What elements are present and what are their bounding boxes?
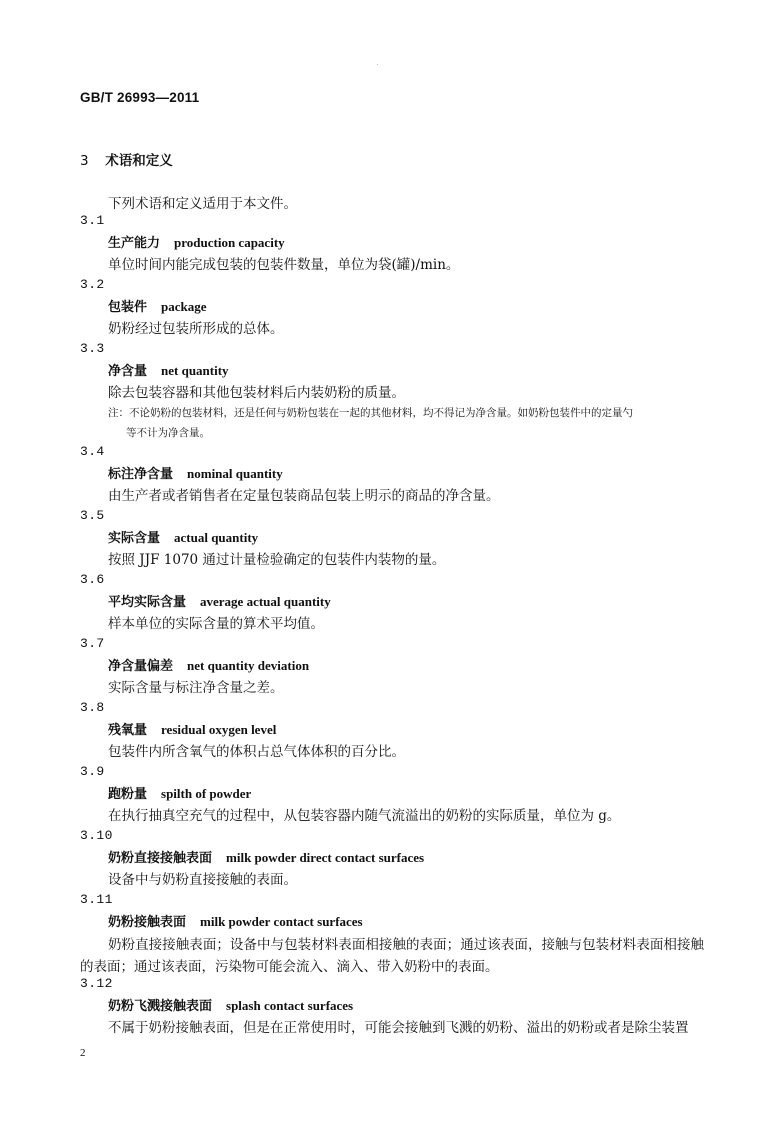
term-entry-3-9 xyxy=(80,764,704,826)
term-zh: 跑粉量 xyxy=(108,787,148,802)
term-zh: 包装件 xyxy=(108,300,148,315)
term-entry-3-4 xyxy=(80,444,704,506)
entry-term xyxy=(108,850,704,866)
term-entry-3-7 xyxy=(80,636,704,698)
entry-definition: 奶粉经过包装所形成的总体。 xyxy=(108,321,284,337)
section-number: 3 xyxy=(80,153,89,169)
term-zh: 残氧量 xyxy=(108,723,148,738)
entry-definition: 在执行抽真空充气的过程中，从包装容器内随气流溢出的奶粉的实际质量，单位为 g。 xyxy=(108,808,621,824)
term-entry-3-10 xyxy=(80,828,704,890)
entry-number: 3.9 xyxy=(80,764,105,779)
entry-number: 3.2 xyxy=(80,277,105,292)
entry-term xyxy=(108,658,704,674)
term-en: splash contact surfaces xyxy=(226,998,354,1013)
term-entry-3-1 xyxy=(80,213,704,275)
entry-definition: 设备中与奶粉直接接触的表面。 xyxy=(108,872,297,888)
entry-number: 3.12 xyxy=(80,976,113,991)
term-en: residual oxygen level xyxy=(161,722,277,737)
term-en: net quantity xyxy=(161,363,229,378)
term-zh: 标注净含量 xyxy=(108,467,174,482)
term-en: net quantity deviation xyxy=(187,658,310,673)
entry-definition: 由生产者或者销售者在定量包装商品包装上明示的商品的净含量。 xyxy=(108,488,500,504)
page-number: 2 xyxy=(80,1047,86,1059)
term-en: spilth of powder xyxy=(161,786,252,801)
term-zh: 净含量偏差 xyxy=(108,659,174,674)
scan-speck xyxy=(377,64,378,65)
entry-number: 3.4 xyxy=(80,444,105,459)
term-en: package xyxy=(161,299,207,314)
entry-definition: 不属于奶粉接触表面，但是在正常使用时，可能会接触到飞溅的奶粉、溢出的奶粉或者是除尘装置 xyxy=(108,1020,689,1036)
entry-definition: 除去包装容器和其他包装材料后内装奶粉的质量。 xyxy=(108,385,405,401)
note-line-1: 注：不论奶粉的包装材料，还是任何与奶粉包装在一起的其他材料，均不得记为净含量。如奶粉包装件中的定量勺 xyxy=(108,407,633,419)
entry-term xyxy=(108,998,704,1014)
entry-definition: 实际含量与标注净含量之差。 xyxy=(108,680,284,696)
term-zh: 生产能力 xyxy=(108,236,161,251)
entry-term xyxy=(108,594,704,610)
entry-definition: 单位时间内能完成包装的包装件数量，单位为袋(罐)/min。 xyxy=(108,257,460,273)
entry-number: 3.6 xyxy=(80,572,105,587)
entry-number: 3.10 xyxy=(80,828,113,843)
note-line-2: 等不计为净含量。 xyxy=(126,427,210,439)
entry-term xyxy=(108,299,704,315)
term-entry-3-11 xyxy=(80,892,704,978)
term-entry-3-12 xyxy=(80,976,704,1038)
entry-number: 3.3 xyxy=(80,341,105,356)
term-zh: 平均实际含量 xyxy=(108,595,187,610)
entry-term xyxy=(108,530,704,546)
entry-term xyxy=(108,363,704,379)
term-zh: 实际含量 xyxy=(108,531,161,546)
entry-number: 3.1 xyxy=(80,213,105,228)
entry-number: 3.5 xyxy=(80,508,105,523)
entry-definition: 按照 JJF 1070 通过计量检验确定的包装件内装物的量。 xyxy=(108,552,446,568)
term-zh: 净含量 xyxy=(108,364,148,379)
term-en: production capacity xyxy=(174,235,285,250)
term-entry-3-2 xyxy=(80,277,704,339)
entry-note xyxy=(108,403,704,443)
term-zh: 奶粉飞溅接触表面 xyxy=(108,999,213,1014)
entry-number: 3.8 xyxy=(80,700,105,715)
entry-definition: 奶粉直接接触表面；设备中与包装材料表面相接触的表面；通过该表面，接触与包装材料表面相接触的表面；通过该表面，污染物可能会流入、滴入、带入奶粉中的表面。 xyxy=(80,937,704,975)
intro-text: 下列术语和定义适用于本文件。 xyxy=(108,196,297,212)
term-entry-3-8 xyxy=(80,700,704,762)
entry-number: 3.7 xyxy=(80,636,105,651)
section-heading xyxy=(80,149,173,169)
term-en: milk powder direct contact surfaces xyxy=(226,850,425,865)
term-en: nominal quantity xyxy=(187,466,283,481)
term-entry-3-3 xyxy=(80,341,704,443)
term-en: average actual quantity xyxy=(200,594,331,609)
entry-definition: 样本单位的实际含量的算术平均值。 xyxy=(108,616,324,632)
term-zh: 奶粉直接接触表面 xyxy=(108,851,213,866)
entry-term xyxy=(108,235,704,251)
entry-term xyxy=(108,466,704,482)
section-title: 术语和定义 xyxy=(105,153,173,169)
entry-definition: 包装件内所含氧气的体积占总气体体积的百分比。 xyxy=(108,744,405,760)
entry-term xyxy=(108,722,704,738)
term-entry-3-6 xyxy=(80,572,704,634)
entry-term xyxy=(108,786,704,802)
term-en: milk powder contact surfaces xyxy=(200,914,363,929)
term-entry-3-5 xyxy=(80,508,704,570)
entry-term xyxy=(108,914,704,930)
entry-number: 3.11 xyxy=(80,892,113,907)
standard-code: GB/T 26993—2011 xyxy=(80,90,200,105)
term-en: actual quantity xyxy=(174,530,259,545)
term-zh: 奶粉接触表面 xyxy=(108,915,187,930)
